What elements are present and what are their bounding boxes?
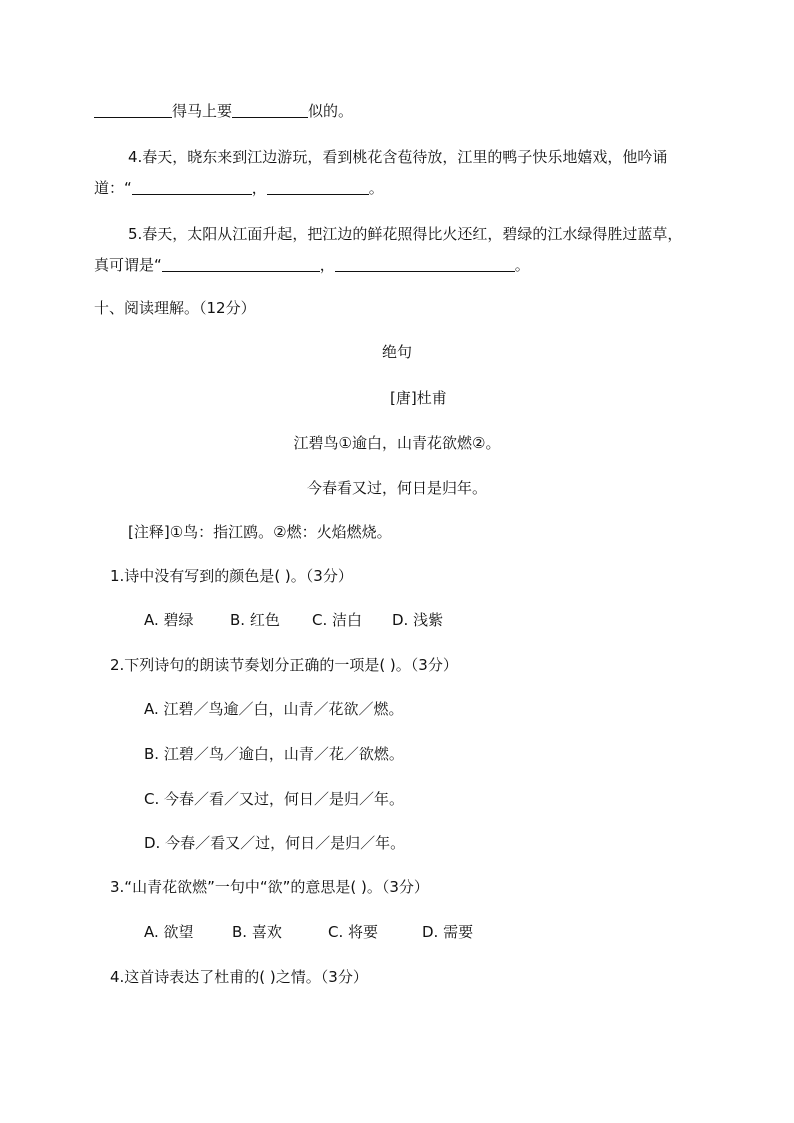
q5-comma: ， [319, 256, 335, 274]
answer-blank[interactable] [162, 255, 320, 272]
q5-line2-start: 真可谓是“ [94, 256, 162, 274]
poem-title: 绝句 [382, 343, 413, 361]
q4-comma: ， [251, 179, 267, 197]
answer-blank[interactable] [94, 101, 172, 118]
q3-tail-line [94, 101, 353, 121]
option-a[interactable]: A. 碧绿 [144, 611, 194, 629]
section-heading: 十、阅读理解。（12分） [94, 299, 256, 317]
option-d[interactable]: D. 浅紫 [392, 611, 444, 629]
q4-line2 [94, 178, 384, 198]
answer-blank[interactable] [267, 178, 369, 195]
option-b[interactable]: B. 红色 [230, 611, 280, 629]
q3-tail-end: 似的。 [308, 102, 354, 120]
question-2-option-b[interactable]: B. 江碧／鸟／逾白，山青／花／欲燃。 [144, 745, 404, 763]
question-2-stem: 2.下列诗句的朗读节奏划分正确的一项是( )。（3分） [110, 656, 458, 674]
q3-tail-mid: 得马上要 [172, 102, 233, 120]
q4-line1: 4.春天，晓东来到江边游玩，看到桃花含苞待放，江里的鸭子快乐地嬉戏，他吟诵 [128, 148, 668, 166]
option-d[interactable]: D. 需要 [422, 923, 474, 941]
question-3-options [144, 922, 473, 942]
answer-blank[interactable] [132, 178, 252, 195]
poem-author: [唐]杜甫 [390, 389, 447, 407]
q5-line2 [94, 255, 530, 275]
answer-blank[interactable] [335, 255, 515, 272]
q5-line1: 5.春天，太阳从江面升起，把江边的鲜花照得比火还红，碧绿的江水绿得胜过蓝草， [128, 225, 683, 243]
option-c[interactable]: C. 洁白 [312, 611, 363, 629]
q4-end: 。 [368, 179, 384, 197]
q4-line2-start: 道：“ [94, 179, 132, 197]
question-2-option-d[interactable]: D. 今春／看又／过，何日／是归／年。 [144, 834, 406, 852]
question-3-stem: 3.“山青花欲燃”一句中“欲”的意思是( )。（3分） [110, 878, 429, 896]
answer-blank[interactable] [232, 101, 308, 118]
option-b[interactable]: B. 喜欢 [232, 923, 282, 941]
question-1-options [144, 610, 443, 630]
poem-line-1: 江碧鸟①逾白，山青花欲燃②。 [293, 434, 501, 452]
q5-end: 。 [514, 256, 530, 274]
question-2-option-a[interactable]: A. 江碧／鸟逾／白，山青／花欲／燃。 [144, 700, 404, 718]
question-1-stem: 1.诗中没有写到的颜色是( )。（3分） [110, 567, 353, 585]
question-2-option-c[interactable]: C. 今春／看／又过，何日／是归／年。 [144, 790, 405, 808]
question-4-stem: 4.这首诗表达了杜甫的( )之情。（3分） [110, 968, 368, 986]
option-c[interactable]: C. 将要 [328, 923, 379, 941]
option-a[interactable]: A. 欲望 [144, 923, 194, 941]
poem-line-2: 今春看又过，何日是归年。 [306, 479, 487, 497]
poem-note: [注释]①鸟：指江鸥。②燃：火焰燃烧。 [128, 523, 392, 541]
